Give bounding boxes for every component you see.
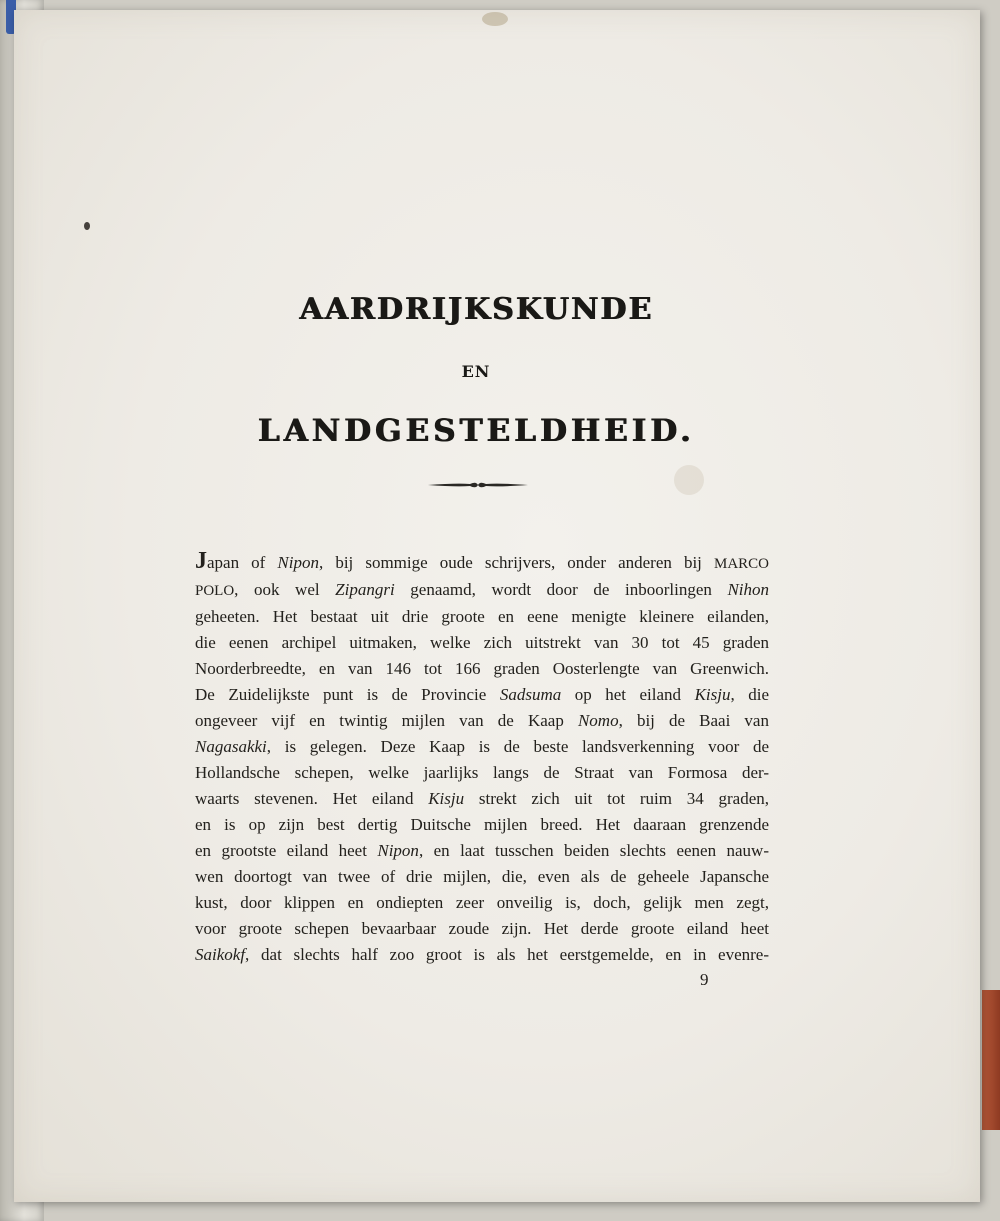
text-line	[195, 577, 769, 604]
proper-name: Nagasakki	[195, 737, 267, 756]
proper-name: Saikokf	[195, 945, 246, 964]
text-segment: , bij de Baai van	[618, 711, 769, 730]
text-segment: en grootste eiland heet	[195, 841, 378, 860]
text-segment: , dat slechts half zoo groot is als het eerstgemelde, en in evenre-	[245, 945, 769, 964]
text-line	[195, 708, 769, 734]
text-line	[195, 916, 769, 942]
text-line	[195, 656, 769, 682]
text-segment: Japan of	[195, 548, 278, 574]
text-line	[195, 864, 769, 890]
ink-dot	[84, 222, 90, 230]
author-name: MARCO	[713, 556, 769, 572]
text-segment: , en laat tusschen beiden slechts eenen nauw-	[418, 841, 769, 860]
text-line	[195, 548, 769, 577]
chapter-title-connector: EN	[461, 362, 491, 381]
book-page	[14, 10, 980, 1202]
text-segment: strekt zich uit tot ruim 34 graden,	[464, 789, 769, 808]
text-segment: geheeten. Het bestaat uit drie groote en eene menigte kleinere eilanden,	[195, 607, 769, 626]
text-segment: voor groote schepen bevaarbaar zoude zijn. Het derde groote eiland heet	[195, 919, 769, 938]
text-line	[195, 838, 769, 864]
text-line	[195, 890, 769, 916]
proper-name: Nipon	[277, 553, 319, 572]
text-line	[195, 630, 769, 656]
text-segment: Hollandsche schepen, welke jaarlijks langs de Straat van Formosa der-	[195, 763, 769, 782]
cover-edge	[982, 990, 1000, 1130]
text-segment: , ook wel	[234, 580, 336, 599]
page-number: 9	[700, 970, 709, 989]
text-segment: , is gelegen. Deze Kaap is de beste landsverkenning voor de	[266, 737, 769, 756]
proper-name: Kisju	[428, 789, 465, 808]
text-segment: kust, door klippen en ondiepten zeer onveilig is, doch, gelijk men zegt,	[195, 893, 769, 912]
foxing-spot	[674, 465, 704, 495]
title-ornament	[426, 478, 530, 492]
text-segment: Noorderbreedte, en van 146 tot 166 graden Oosterlengte van Greenwich.	[195, 659, 769, 678]
text-line	[195, 604, 769, 630]
text-line	[195, 734, 769, 760]
chapter-subtitle: LANDGESTELDHEID.	[257, 413, 695, 449]
proper-name: Kisju	[694, 685, 731, 704]
proper-name: Nomo	[577, 711, 619, 730]
text-segment: , die	[730, 685, 769, 704]
text-segment: op het eiland	[561, 685, 695, 704]
author-name: POLO	[195, 583, 235, 599]
text-segment: genaamd, wordt door de inboorlingen	[394, 580, 728, 599]
text-segment: De Zuidelijkste punt is de Provincie	[195, 685, 500, 704]
text-line	[195, 682, 769, 708]
text-segment: ongeveer vijf en twintig mijlen van de Kaap	[195, 711, 578, 730]
chapter-title: AARDRIJKSKUNDE	[299, 292, 653, 327]
text-segment: waarts stevenen. Het eiland	[195, 789, 429, 808]
text-segment: wen doortogt van twee of drie mijlen, die, even als de geheele Japansche	[195, 867, 769, 886]
proper-name: Zipangri	[335, 580, 395, 599]
drop-cap: J	[195, 548, 207, 574]
proper-name: Nihon	[727, 580, 770, 599]
body-paragraph	[195, 548, 769, 968]
text-line	[195, 760, 769, 786]
text-line	[195, 942, 769, 968]
foxing-spot	[482, 12, 508, 26]
proper-name: Nipon	[377, 841, 419, 860]
proper-name: Sadsuma	[499, 685, 562, 704]
text-segment: en is op zijn best dertig Duitsche mijlen breed. Het daaraan grenzende	[195, 815, 769, 834]
text-segment: , bij sommige oude schrijvers, onder anderen bij	[318, 553, 714, 572]
text-line	[195, 812, 769, 838]
text-segment: die eenen archipel uitmaken, welke zich uitstrekt van 30 tot 45 graden	[195, 633, 769, 652]
text-line	[195, 786, 769, 812]
